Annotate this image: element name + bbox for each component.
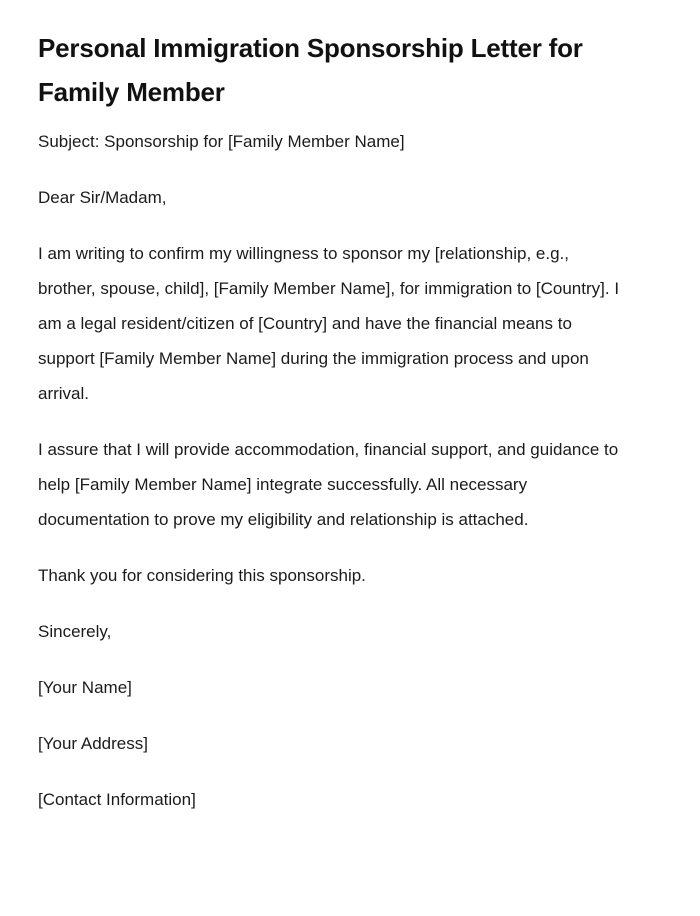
letter-body: [38, 124, 620, 817]
subject-line: Subject: Sponsorship for [Family Member Name]: [38, 132, 405, 151]
body-paragraph-2: I assure that I will provide accommodation, financial support, and guidance to help [Family Member Name] integrate successfully. All necessary documentation to prove my eligibility and relationship is attached.: [38, 440, 619, 529]
page-title: Personal Immigration Sponsorship Letter for Family Member: [38, 33, 583, 107]
signature-contact: [Contact Information]: [38, 790, 196, 809]
sign-off: Sincerely,: [38, 622, 112, 641]
salutation: Dear Sir/Madam,: [38, 188, 167, 207]
signature-address: [Your Address]: [38, 734, 148, 753]
closing-thanks: Thank you for considering this sponsorship.: [38, 566, 366, 585]
signature-name: [Your Name]: [38, 678, 132, 697]
body-paragraph-1: I am writing to confirm my willingness to sponsor my [relationship, e.g., brother, spouse, child], [Family Member Name], for immigration to [Country]. I am a legal resident/citizen of [Country] and have the financial means to support [Family Member Name] during the immigration process and upon arrival.: [38, 244, 620, 403]
